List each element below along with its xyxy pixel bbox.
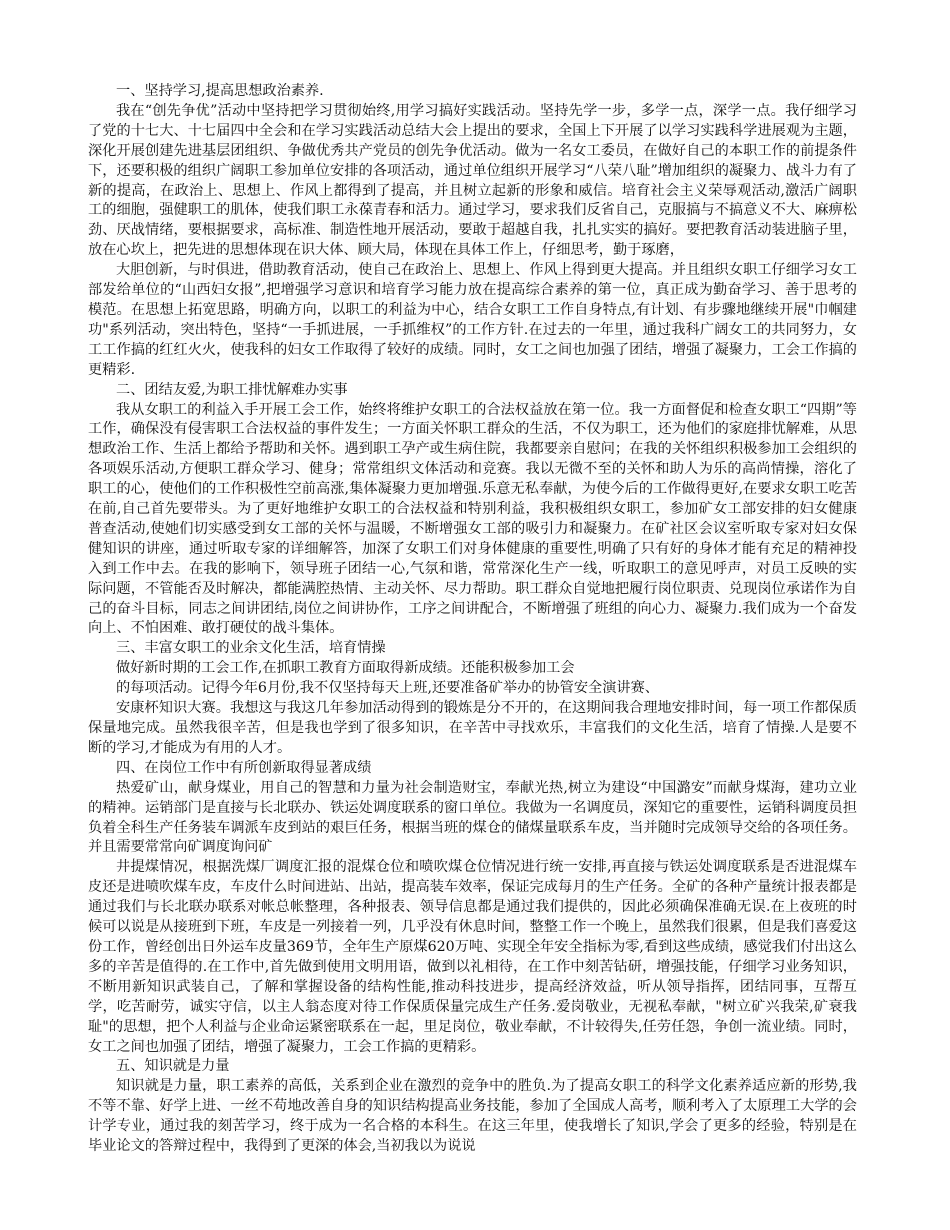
body-paragraph: 知识就是力量，职工素养的高低，关系到企业在激烈的竞争中的胜负.为了提高女职工的科学文化素养适应新的形势,我不等不靠、好学上进、一丝不苟地改善自身的知识结构提高业务技能，参加了全国成人高考，顺利考入了太原理工大学的会计学专业，通过我的刻苦学习，终于成为一名合格的本科生。在这三年里，使我增长了知识,学会了更多的经验，特别是在毕业论文的答辩过程中，我得到了更深的体会,当初我以为说说 (88, 1078, 857, 1155)
section-heading: 二、团结友爱,为职工排忧解难办实事 (116, 381, 348, 398)
body-paragraph: 我在“创先争优”活动中坚持把学习贯彻始终,用学习搞好实践活动。坚持先学一步，多学一点，深学一点。我仔细学习了党的十七大、十七届四中全会和在学习实践活动总结大会上提出的要求，全国上下开展了以学习实践科学进展观为主题，深化开展创建先进基层团组织、争做优秀共产党员的创先争优活动。做为一名女工委员，在做好自己的本职工作的前提条件下，还要积极的组织广阔职工参加单位安排的各项活动，通过单位组织开展学习“八荣八耻”增加组织的凝聚力、战斗力有了新的提高，在政治上、思想上、作风上都得到了提高，并且树立起新的形象和威信。培育社会主义荣辱观活动,激活广阔职工的细胞，强健职工的肌体，使我们职工永葆青春和活力。通过学习，要求我们反省自己，克服搞与不搞意义不大、麻痹松劲、厌战情绪，要根据要求，高标准、制造性地开展活动，要敢于超越自我，扎扎实实的搞好。要把教育活动装进脑子里，放在心坎上，把先进的思想体现在识大体、顾大局，体现在具体工作上，仔细思考，勤于琢磨， (88, 102, 857, 259)
section-heading: 五、知识就是力量 (116, 1058, 230, 1075)
section-heading: 三、丰富女职工的业余文化生活，培育情操 (116, 640, 386, 657)
body-paragraph: 热爱矿山，献身煤业，用自己的智慧和力量为社会制造财宝，奉献光热,树立为建设“中国潞安”而献身煤海，建功立业的精神。运销部门是直接与长北联办、铁运处调度联系的窗口单位。我做为一名调度员，深知它的重要性，运销科调度员担负着全科生产任务装车调派车皮到站的艰巨任务，根据当班的煤仓的储煤量联系车皮，当并随时完成领导交给的各项任务。并且需要常常向矿调度询问矿 (88, 779, 857, 856)
body-paragraph: 大胆创新，与时俱进，借助教育活动，使自己在政治上、思想上、作风上得到更大提高。并且组织女职工仔细学习女工部发给单位的“山西妇女报”,把增强学习意识和培育学习能力放在提高综合素养的第一位，真正成为勤奋学习、善于思考的模范。在思想上拓宽思路，明确方向，以职工的利益为中心，结合女职工工作自身特点,有计划、有步骤地继续开展"巾帼建功"系列活动，突出特色，坚持“一手抓进展，一手抓维权”的工作方针.在过去的一年里，通过我科广阔女工的共同努力，女工工作搞的红红火火，使我科的妇女工作取得了较好的成绩。同时，女工之间也加强了团结，增强了凝聚力，工会工作搞的更精彩. (88, 262, 857, 378)
section-heading: 四、在岗位工作中有所创新取得显著成绩 (116, 759, 372, 776)
section-heading: 一、坚持学习,提高思想政治素养. (116, 83, 324, 99)
body-paragraph: 做好新时期的工会工作,在抓职工教育方面取得新成绩。还能积极参加工会 (116, 660, 575, 677)
body-paragraph: 我从女职工的利益入手开展工会工作，始终将维护女职工的合法权益放在第一位。我一方面督促和检查女职工“四期”等工作，确保没有侵害职工合法权益的事件发生；一方面关怀职工群众的生活，不仅为职工，还为他们的家庭排忧解难，从思想政治工作、生活上都给予帮助和关怀。遇到职工孕产或生病住院，我都要亲自慰问；在我的关怀组织积极参加工会组织的各项娱乐活动,方便职工群众学习、健身；常常组织文体活动和竞赛。我以无微不至的关怀和助人为乐的高尚情操，溶化了职工的心，使他们的工作积极性空前高涨,集体凝聚力更加增强.乐意无私奉献，为使今后的工作做得更好,在要求女职工吃苦在前,自己首先要带头。为了更好地维护女职工的合法权益和特别利益，我积极组织女职工，参加矿女工部安排的妇女健康普查活动,使她们切实感受到女工部的关怀与温暖，不断增强女工部的吸引力和凝聚力。在矿社区会议室听取专家对妇女保健知识的讲座，通过听取专家的详细解答，加深了女职工们对身体健康的重要性,明确了只有好的身体才能有充足的精神投入到工作中去。在我的影响下，领导班子团结一心,气氛和谐，常常深化生产一线，听取职工的意见呼声，对员工反映的实际问题，不管能否及时解决，都能满腔热情、主动关怀、尽力帮助。职工群众自觉地把履行岗位职责、兑现岗位承诺作为自己的奋斗目标，同志之间讲团结,岗位之间讲协作，工序之间讲配合，不断增强了班组的向心力、凝聚力.我们成为一个奋发向上、不怕困难、敢打硬仗的战斗集体。 (88, 401, 857, 637)
body-paragraph: 的每项活动。记得今年6月份,我不仅坚持每天上班,还要准备矿举办的协管安全演讲赛、 (116, 680, 659, 697)
body-paragraph: 井提煤情况，根据洗煤厂调度汇报的混煤仓位和喷吹煤仓位情况进行统一安排,再直接与铁运处调度联系是否进混煤车皮还是进喷吹煤车皮，车皮什么时间进站、出站，提高装车效率，保证完成每月的生产任务。全矿的各种产量统计报表都是通过我们与长北联办联系对帐总帐整理，各种报表、领导信息都是通过我们提供的，因此必须确保准确无误.在上夜班的时候可以说是从接班到下班，车皮是一列接着一列，几乎没有休息时间，整整工作一个晚上，虽然我们很累，但是我们喜爱这份工作，曾经创出日外运车皮量369节，全年生产原煤620万吨、实现全年安全指标为零,看到这些成绩，感觉我们付出这么多的辛苦是值得的.在工作中,首先做到使用文明用语，做到以礼相待，在工作中刻苦钻研，增强技能，仔细学习业务知识，不断用新知识武装自己，了解和掌握设备的结构性能,推动科技进步，提高经济效益，听从领导指挥，团结同事，互帮互学，吃苦耐劳，诚实守信，以主人翁态度对待工作保质保量完成生产任务.爱岗敬业，无视私奉献，"树立矿兴我荣,矿衰我耻"的思想，把个人利益与企业命运紧密联系在一起，里足岗位，敬业奉献，不计较得失,任劳任怨，争创一流业绩。同时，女工之间也加强了团结，增强了凝聚力，工会工作搞的更精彩。 (88, 859, 857, 1055)
body-paragraph: 安康杯知识大赛。我想这与我这几年参加活动得到的锻炼是分不开的，在这期间我合理地安排时间，每一项工作都保质保量地完成。虽然我很辛苦，但是我也学到了很多知识，在辛苦中寻找欢乐，丰富我们的文化生活，培育了情操.人是要不断的学习,才能成为有用的人才。 (88, 700, 857, 756)
